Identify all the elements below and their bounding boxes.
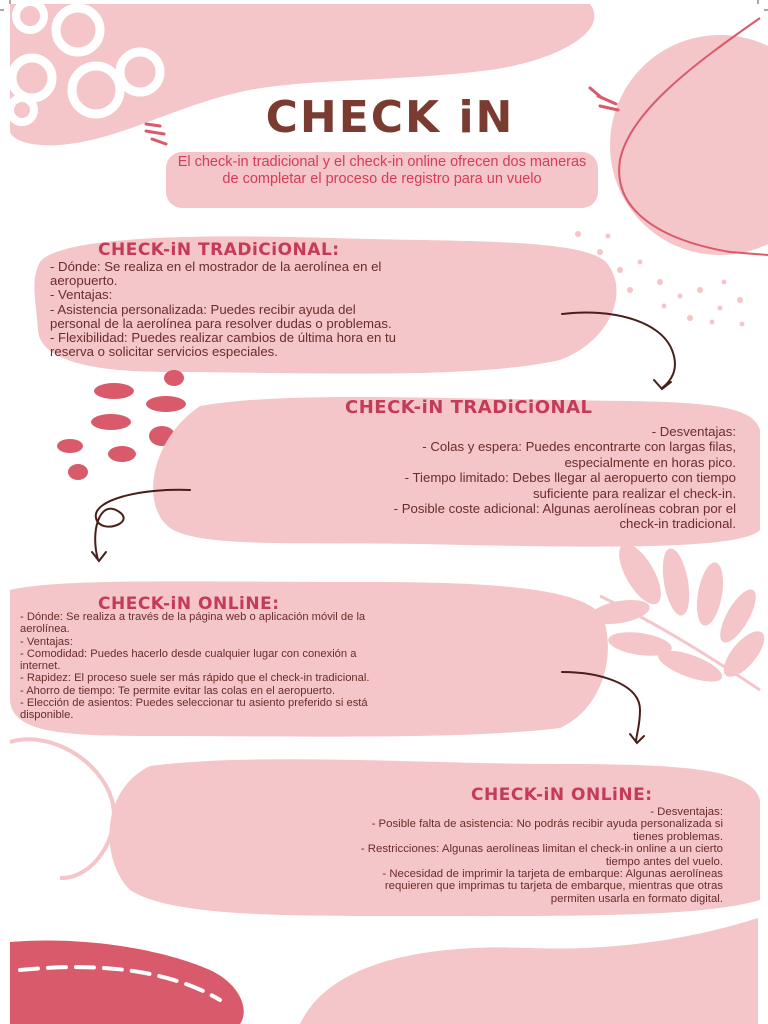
text-line: tiempo antes del vuelo. <box>605 855 723 868</box>
page-title: CHECK iN <box>265 92 515 143</box>
text-line: - Ventajas: <box>20 635 73 648</box>
leaf-branch <box>589 538 768 690</box>
title-dashes-right <box>590 88 618 110</box>
text-line: - Dónde: Se realiza a través de la página web o aplicación móvil de la <box>20 611 366 623</box>
section-3-heading: CHECK-iN ONLiNE: <box>98 594 280 614</box>
text-line: aerolínea. <box>20 623 70 636</box>
text-line: - Posible falta de asistencia: No podrás recibir ayuda personalizada si <box>371 818 723 831</box>
section-4-heading: CHECK-iN ONLiNE: <box>471 785 653 805</box>
text-line: tienes problemas. <box>633 830 723 843</box>
bottom-left-arc <box>10 739 114 878</box>
text-line: aeropuerto. <box>50 273 118 289</box>
intro-text: El check-in tradicional y el check-in online ofrecen dos maneras de completar el proceso de registro para un vuelo <box>177 154 587 187</box>
text-line: - Necesidad de imprimir la tarjeta de embarque: Algunas aerolíneas <box>382 868 723 881</box>
text-line: - Dónde: Se realiza en el mostrador de la aerolínea en el <box>50 259 382 274</box>
text-line: - Rapidez: El proceso suele ser más rápido que el check-in tradicional. <box>20 672 370 685</box>
text-line: suficiente para realizar el check-in. <box>532 485 736 501</box>
text-line: personal de la aerolínea para resolver dudas o problemas. <box>50 315 392 331</box>
text-line: - Asistencia personalizada: Puedes recibir ayuda del <box>50 301 356 317</box>
text-line: disponible. <box>20 709 74 722</box>
top-right-circle <box>610 35 768 255</box>
text-line: - Comodidad: Puedes hacerlo desde cualquier lugar con conexión a <box>20 647 357 660</box>
title-dashes-left <box>146 124 166 144</box>
text-line: - Ventajas: <box>50 287 113 303</box>
section-3-text <box>20 611 560 722</box>
text-line: - Posible coste adicional: Algunas aerolíneas cobran por el <box>393 501 736 517</box>
section-1-heading: CHECK-iN TRADiCiONAL: <box>98 240 340 260</box>
text-line: reserva o solicitar servicios especiales. <box>50 344 278 360</box>
text-line: - Tiempo limitado: Debes llegar al aeropuerto con tiempo <box>404 470 736 486</box>
text-line: requieren que imprimas tu tarjeta de embarque, mientras que otras <box>384 880 723 893</box>
text-line: - Desventajas: <box>651 424 736 439</box>
section-4-text <box>150 806 723 905</box>
text-line: - Elección de asientos: Puedes seleccionar tu asiento preferido si está <box>20 697 368 710</box>
section-2-text <box>180 424 736 532</box>
text-line: especialmente en horas pico. <box>564 454 736 470</box>
text-line: - Ahorro de tiempo: Te permite evitar las colas en el aeropuerto. <box>20 684 336 697</box>
text-line: check-in tradicional. <box>619 516 736 532</box>
text-line: permiten usarla en formato digital. <box>550 892 723 905</box>
text-line: - Desventajas: <box>650 806 723 818</box>
section-1-text <box>50 260 595 359</box>
text-line: internet. <box>20 660 61 673</box>
text-line: - Colas y espera: Puedes encontrarte con largas filas, <box>422 439 736 455</box>
text-line: - Restricciones: Algunas aerolíneas limitan el check-in online a un cierto <box>360 843 723 856</box>
text-line: - Flexibilidad: Puedes realizar cambios de última hora en tu <box>50 330 396 346</box>
section-2-heading: CHECK-iN TRADiCiONAL <box>345 397 593 418</box>
bottom-pink-wave <box>300 918 758 1024</box>
bottom-left-rose-blob <box>10 940 244 1024</box>
